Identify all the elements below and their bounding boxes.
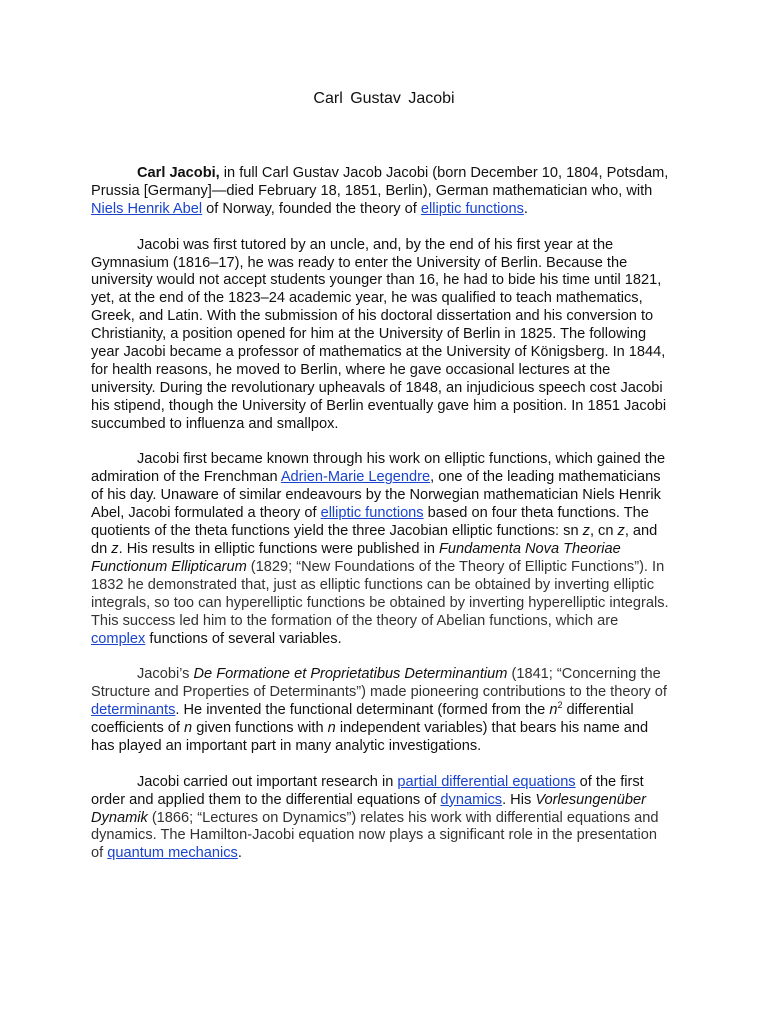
paragraph-text: given functions with bbox=[192, 720, 328, 737]
paragraph-determinants bbox=[91, 666, 671, 756]
variable-z: z bbox=[617, 523, 625, 540]
paragraph-text: functions of several variables. bbox=[145, 630, 342, 647]
paragraph-text: independent variables) that bears his name and has played an important part in many analytic investigations. bbox=[91, 720, 649, 754]
paragraph-text: Jacobi carried out important research in bbox=[137, 773, 398, 790]
paragraph-text: . His bbox=[502, 791, 536, 808]
article-body bbox=[91, 165, 671, 881]
paragraph-dynamics bbox=[91, 774, 671, 864]
link-elliptic-functions[interactable]: elliptic functions bbox=[420, 200, 524, 217]
paragraph-text: (1866; “Lectures on Dynamics”) relates his work with differential equations and dynamics. The Hamilton-Jacobi equation now plays a significant role in the presentation of bbox=[91, 809, 659, 862]
subject-name: Carl Jacobi, bbox=[137, 165, 220, 181]
paragraph-biography bbox=[91, 237, 671, 434]
paragraph-text: . His results in elliptic functions were published in bbox=[118, 541, 439, 557]
book-title: Fundamenta Nova Theoriae Functionum Ellipticarum bbox=[91, 541, 621, 575]
paragraph-text: based on four theta functions. The quotients of the theta functions yield the three Jacobian elliptic functions: sn bbox=[91, 505, 649, 540]
link-partial-differential-equations[interactable]: partial differential equations bbox=[397, 773, 576, 790]
paragraph-elliptic-functions bbox=[91, 451, 671, 648]
page-title: Carl Gustav Jacobi bbox=[313, 90, 455, 107]
link-determinants[interactable]: determinants bbox=[91, 702, 176, 719]
link-niels-henrik-abel[interactable]: Niels Henrik Abel bbox=[91, 200, 203, 217]
paragraph-text: in full Carl Gustav Jacob Jacobi (born December 10, 1804, Potsdam, Prussia [Germany]—died February 18, 1851, Berlin), German mathematician who, with bbox=[91, 165, 669, 199]
link-complex[interactable]: complex bbox=[91, 630, 146, 647]
link-dynamics[interactable]: dynamics bbox=[440, 791, 503, 808]
paragraph-intro bbox=[91, 165, 671, 219]
book-title: De Formatione et Proprietatibus Determinantium bbox=[193, 666, 508, 683]
variable-n: n bbox=[184, 720, 193, 737]
paragraph-text: Jacobi’s bbox=[137, 666, 194, 683]
paragraph-text: (1841; “Concerning the Structure and Properties of Determinants”) made pioneering contributions to the theory of bbox=[91, 666, 667, 701]
paragraph-text: Jacobi first became known through his work on elliptic functions, which gained the admiration of the Frenchman bbox=[91, 451, 666, 486]
paragraph-text: Jacobi was first tutored by an uncle, and, by the end of his first year at the Gymnasium (1816–17), he was ready to enter the University of Berlin. Because the university would not accept students younger than 16, he had to bide his time until 1821, yet, at the end of the 1823–24 academic year, he was qualified to teach mathematics, Greek, and Latin. With the submission of his doctoral dissertation and his conversion to Christianity, a position opened for him at the University of Berlin in 1825. The following year Jacobi became a professor of mathematics at the University of Königsberg. In 1844, for health reasons, he moved to Berlin, where he gave occasional lectures at the university. During the revolutionary upheavals of 1848, an injudicious speech cost Jacobi his stipend, though the University of Berlin eventually gave him a position. In 1851 Jacobi succumbed to influenza and smallpox. bbox=[91, 236, 667, 432]
variable-z: z bbox=[111, 541, 119, 557]
variable-n: n bbox=[327, 720, 336, 737]
paragraph-text: , and dn bbox=[91, 523, 658, 557]
paragraph-text: , cn bbox=[589, 523, 618, 540]
paragraph-text: differential coefficients of bbox=[91, 702, 634, 737]
paragraph-text: . He invented the functional determinant (formed from the bbox=[175, 702, 550, 719]
link-quantum-mechanics[interactable]: quantum mechanics bbox=[107, 845, 238, 862]
book-title: Vorlesungenüber Dynamik bbox=[91, 791, 646, 826]
paragraph-text: (1829; “New Foundations of the Theory of Elliptic Functions”). In 1832 he demonstrated that, just as elliptic functions can be obtained by inverting elliptic integrals, so too can hyperelliptic functions be obtained by inverting hyperelliptic integrals. This success led him to the formation of the theory of Abelian functions, which are bbox=[91, 558, 669, 629]
link-adrien-marie-legendre[interactable]: Adrien-Marie Legendre bbox=[280, 469, 431, 486]
paragraph-text: . bbox=[237, 845, 242, 862]
paragraph-text: . bbox=[523, 200, 528, 217]
link-elliptic-functions-2[interactable]: elliptic functions bbox=[320, 505, 424, 522]
variable-n: n bbox=[549, 702, 558, 719]
paragraph-text: of Norway, founded the theory of bbox=[202, 200, 421, 217]
paragraph-text: of the first order and applied them to the differential equations of bbox=[91, 773, 644, 808]
variable-z: z bbox=[582, 523, 590, 540]
superscript-2: 2 bbox=[557, 700, 563, 711]
paragraph-text: , one of the leading mathematicians of his day. Unaware of similar endeavours by the Norwegian mathematician Niels Henrik Abel, Jacobi formulated a theory of bbox=[91, 469, 661, 522]
